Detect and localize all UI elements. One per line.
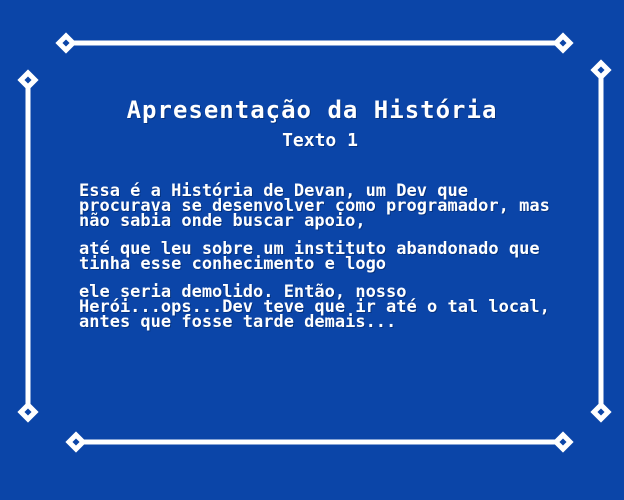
story-subtitle: Texto 1 <box>282 130 358 151</box>
corner-diamond-icon <box>556 36 570 50</box>
corner-diamond-icon <box>69 435 83 449</box>
story-title: Apresentação da História <box>126 96 498 124</box>
corner-diamond-icon <box>59 36 73 50</box>
story-text <box>79 181 559 343</box>
corner-diamond-icon <box>556 435 570 449</box>
story-paragraph: Essa é a História de Devan, um Dev que procurava se desenvolver como programador, mas não sabia onde buscar apoio, <box>79 181 550 231</box>
corner-diamond-icon <box>594 63 608 77</box>
corner-diamond-icon <box>21 405 35 419</box>
story-paragraph: até que leu sobre um instituto abandonado que tinha esse conhecimento e logo <box>79 239 540 274</box>
corner-diamond-icon <box>594 405 608 419</box>
story-paragraph: ele seria demolido. Então, nosso Herói...ops...Dev teve que ir até o tal local, antes que fosse tarde demais... <box>79 282 550 332</box>
corner-diamond-icon <box>21 73 35 87</box>
